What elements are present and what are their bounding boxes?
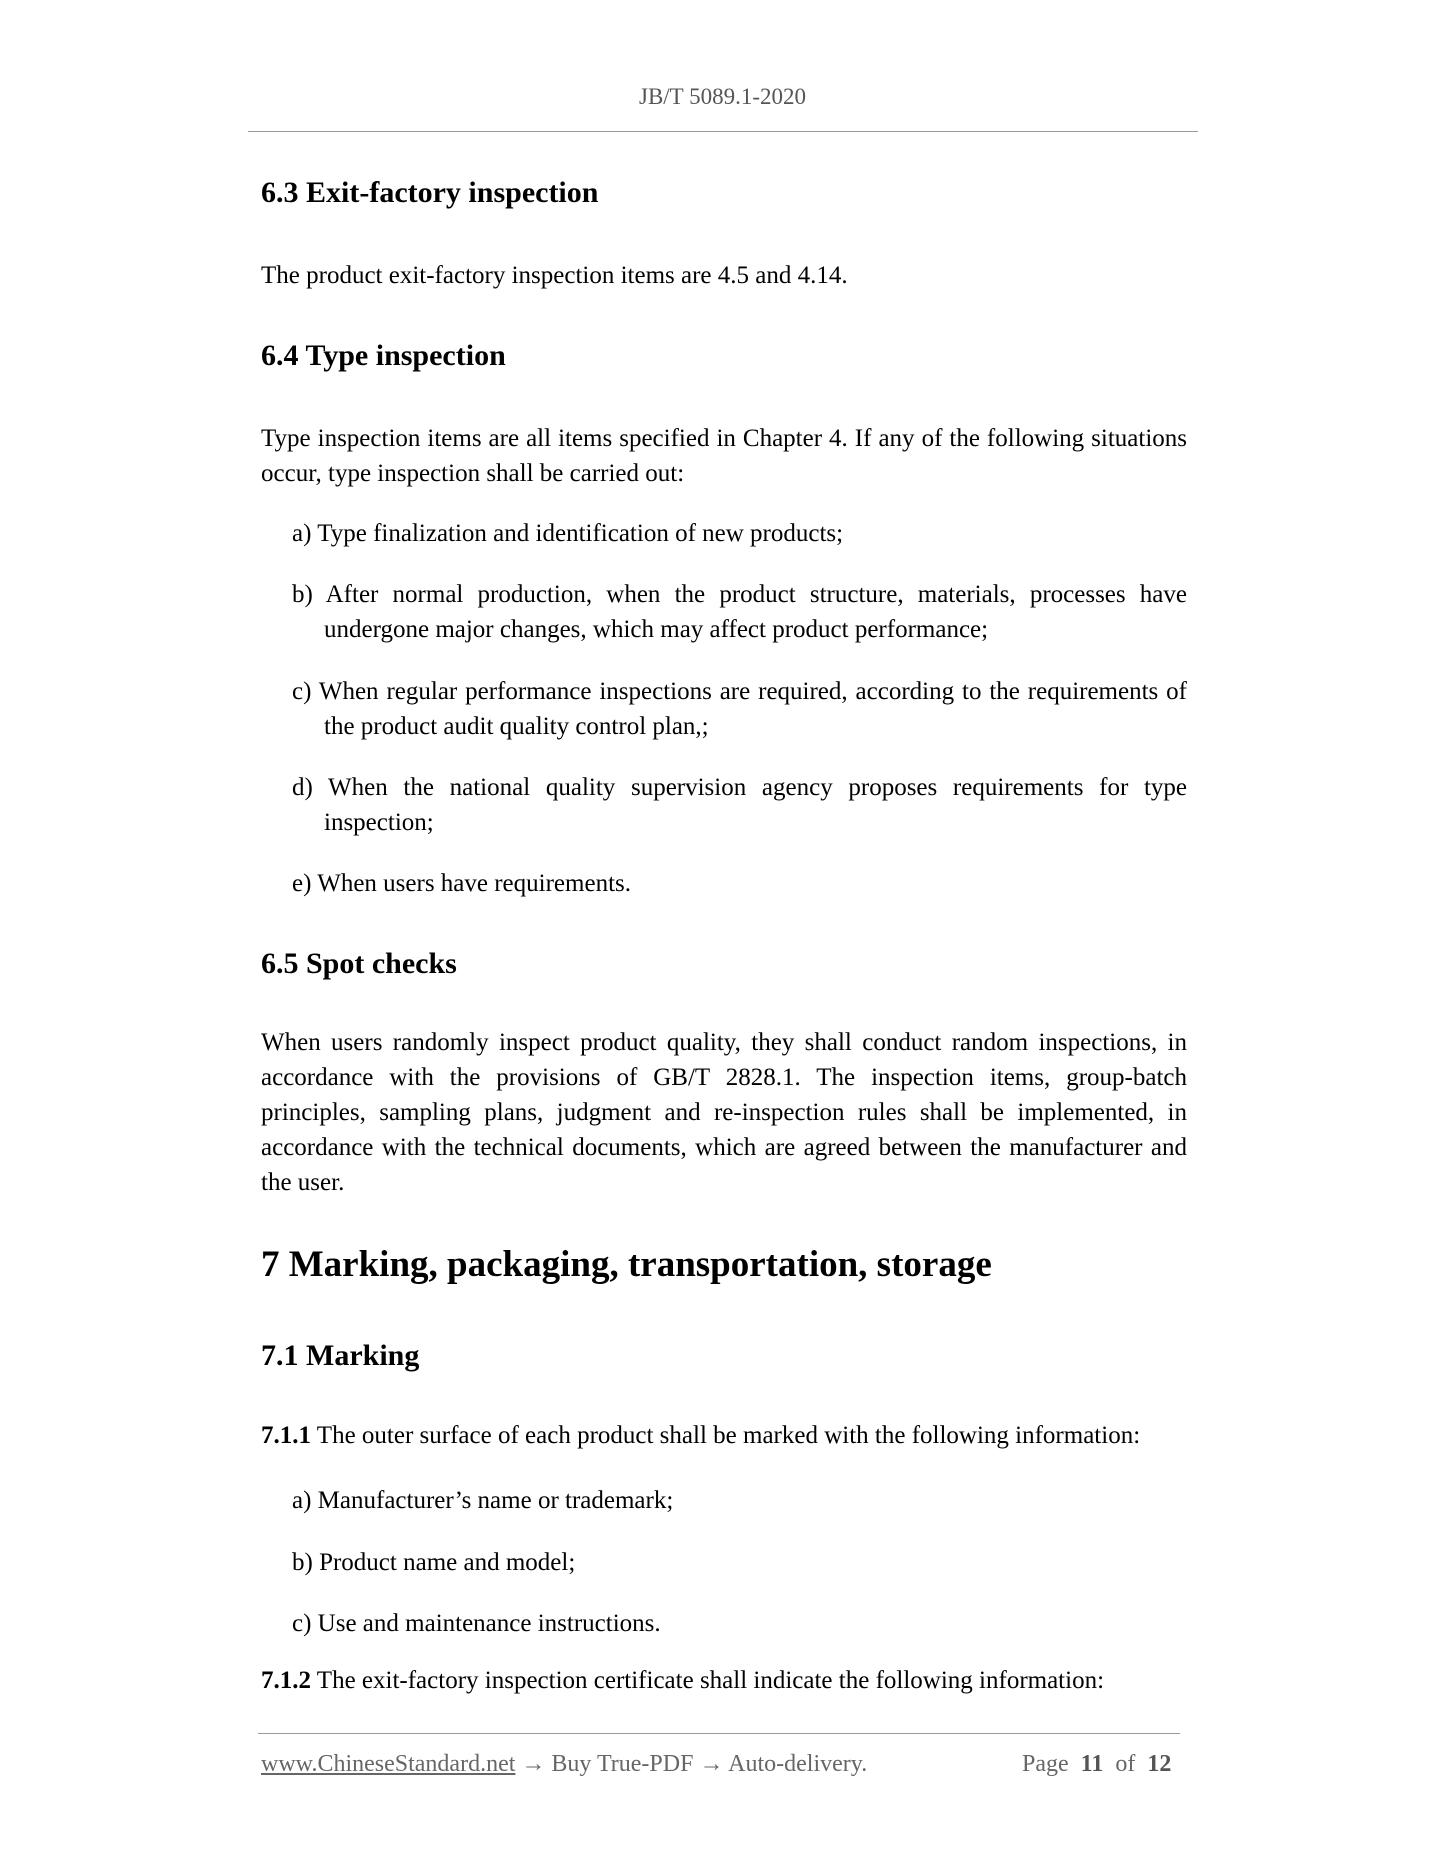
of-label: of xyxy=(1115,1751,1136,1777)
list-item: e) When users have requirements. xyxy=(292,870,631,897)
list-item: b) Product name and model; xyxy=(292,1549,576,1576)
footer-promo xyxy=(261,1751,867,1778)
clause-number: 7.1.2 xyxy=(261,1667,311,1694)
list-item: d) When the national quality supervision agency proposes requirements for type inspection; xyxy=(292,774,1187,836)
list-item: a) Type finalization and identification of new products; xyxy=(292,520,844,547)
footer-divider xyxy=(258,1733,1180,1734)
running-header: JB/T 5089.1-2020 xyxy=(639,84,806,109)
list-item: b) After normal production, when the product structure, materials, processes have undergone major changes, which may affect product performance; xyxy=(292,581,1187,643)
list-item: a) Manufacturer’s name or trademark; xyxy=(292,1487,674,1514)
section-6-4-body: Type inspection items are all items specified in Chapter 4. If any of the following situations occur, type inspection shall be carried out: xyxy=(261,425,1187,487)
buy-text: Buy True-PDF xyxy=(551,1751,694,1777)
section-6-3-body: The product exit-factory inspection items are 4.5 and 4.14. xyxy=(261,262,848,289)
arrow-icon: → xyxy=(699,1751,724,1777)
page-number: 11 xyxy=(1080,1751,1104,1777)
arrow-icon: → xyxy=(521,1751,546,1777)
section-7-1-heading: 7.1 Marking xyxy=(261,1339,420,1372)
page-total: 12 xyxy=(1147,1751,1172,1777)
section-6-5-body: When users randomly inspect product quality, they shall conduct random inspections, in accordance with the provisions of GB/T 2828.1. The inspection items, group-batch principles, sampling plans, judgment and re-inspection rules shall be implemented, in accordance with the technical documents, which are agreed between the manufacturer and the user. xyxy=(261,1029,1187,1196)
page-indicator xyxy=(1022,1751,1171,1778)
clause-text: The exit-factory inspection certificate shall indicate the following information: xyxy=(311,1667,1105,1694)
list-item: c) Use and maintenance instructions. xyxy=(292,1610,661,1637)
section-6-3-heading: 6.3 Exit-factory inspection xyxy=(261,176,599,209)
section-6-4-heading: 6.4 Type inspection xyxy=(261,339,506,372)
delivery-text: Auto-delivery. xyxy=(728,1751,868,1777)
clause-text: The outer surface of each product shall be marked with the following information: xyxy=(311,1422,1141,1449)
clause-7-1-1 xyxy=(261,1422,1140,1450)
clause-7-1-2 xyxy=(261,1667,1104,1695)
section-6-5-heading: 6.5 Spot checks xyxy=(261,947,457,980)
clause-number: 7.1.1 xyxy=(261,1422,311,1449)
chapter-7-heading: 7 Marking, packaging, transportation, storage xyxy=(261,1244,992,1285)
list-item: c) When regular performance inspections are required, according to the requirements of the product audit quality control plan,; xyxy=(292,678,1187,740)
website-link[interactable]: www.ChineseStandard.net xyxy=(261,1751,516,1777)
page-label: Page xyxy=(1022,1751,1069,1777)
